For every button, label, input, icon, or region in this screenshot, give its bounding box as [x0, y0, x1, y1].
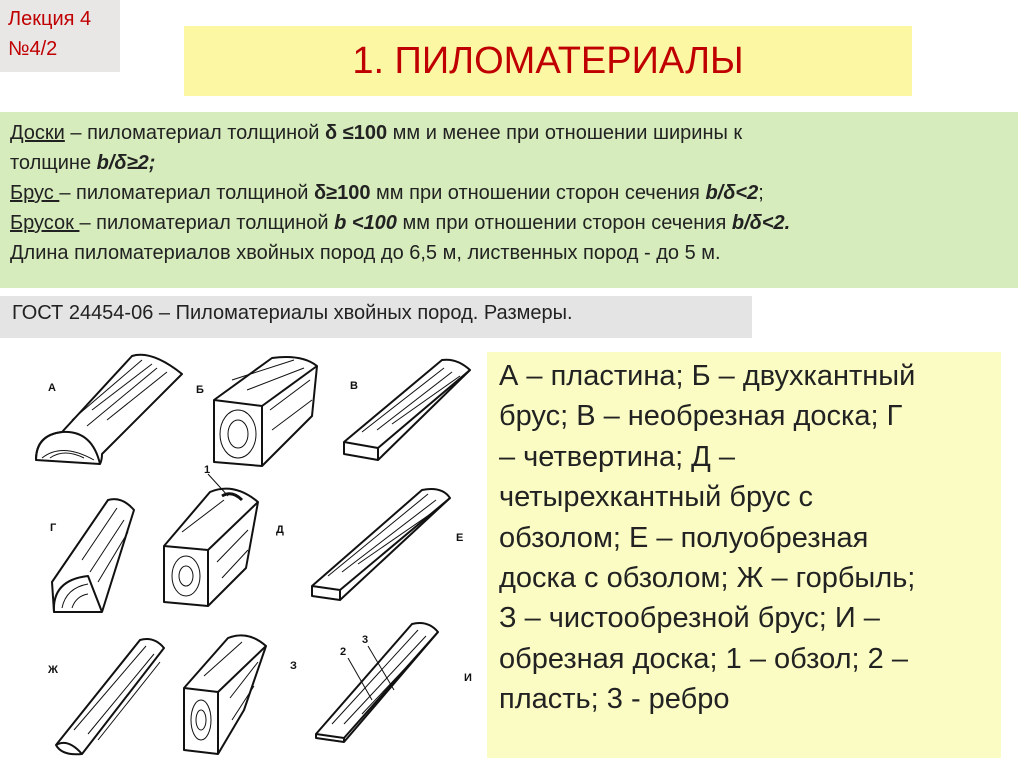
lumber-chetvertina-drawing	[52, 499, 134, 612]
lumber-chetyrekhkantny-drawing	[164, 474, 258, 606]
definition-length: Длина пиломатериалов хвойных пород до 6,5 м, лиственных пород - до 5 м.	[10, 242, 721, 264]
definition-text: – пиломатериал толщиной	[59, 182, 315, 204]
gost-reference-box	[0, 296, 752, 338]
caption-line: пласть; 3 - ребро	[499, 683, 730, 716]
caption-line: доска с обзолом; Ж – горбыль;	[499, 562, 916, 595]
label-a: А	[48, 382, 56, 394]
caption-line: брус; В – необрезная доска; Г	[499, 400, 903, 433]
definition-text: мм при отношении сторон сечения	[370, 182, 706, 204]
lumber-obreznaya-drawing	[316, 623, 438, 742]
label-v: В	[350, 380, 358, 392]
figure-caption-box	[487, 352, 1001, 758]
ratio-symbol: b/δ<2.	[731, 212, 791, 234]
definition-text: толщине	[10, 152, 97, 174]
slide-title-box	[184, 26, 912, 96]
label-e: Е	[456, 532, 464, 544]
label-3-rebro: 3	[362, 634, 369, 646]
term-brus: Брус	[10, 182, 60, 204]
label-d: Д	[276, 524, 284, 536]
lecture-section-label: №4/2	[8, 38, 58, 60]
gost-reference: ГОСТ 24454-06 – Пиломатериалы хвойных пород. Размеры.	[12, 302, 573, 324]
definition-text: мм и менее при отношении ширины к	[387, 122, 743, 144]
label-g: Г	[50, 522, 57, 534]
definition-doski-cont	[10, 148, 1018, 178]
lumber-types-figure	[32, 350, 480, 765]
lecture-number-badge	[0, 0, 120, 72]
definition-text: ;	[758, 182, 764, 204]
label-1-obzol: 1	[204, 464, 211, 476]
term-brusok: Брусок	[10, 212, 80, 234]
thickness-symbol: δ ≤100	[325, 122, 388, 144]
caption-line: – четвертина; Д –	[499, 440, 736, 473]
lecture-label: Лекция 4	[8, 8, 92, 30]
label-b: Б	[196, 384, 204, 396]
label-i: И	[464, 672, 472, 684]
lumber-poluobreznaya-drawing	[312, 489, 450, 600]
definition-brusok	[10, 208, 1018, 238]
lumber-dvukhkantny-drawing	[214, 357, 317, 466]
caption-line: А – пластина; Б – двухкантный	[499, 360, 916, 392]
label-zh: Ж	[48, 664, 58, 676]
caption-line: обрезная доска; 1 – обзол; 2 –	[499, 642, 908, 675]
ratio-symbol: b/δ<2	[705, 182, 759, 204]
definition-doski	[10, 118, 1018, 148]
definitions-box	[0, 112, 1018, 288]
lumber-plastina-drawing	[36, 355, 182, 464]
caption-line: обзолом; Е – полуобрезная	[499, 521, 869, 554]
lumber-neobreznaya-drawing	[344, 360, 470, 460]
label-2-plast: 2	[340, 646, 347, 658]
term-doski: Доски	[10, 122, 65, 144]
definition-brus	[10, 178, 1018, 208]
thickness-symbol: b <100	[334, 212, 397, 234]
lumber-chistoobreznoy-drawing	[184, 635, 266, 754]
definition-text: – пиломатериал толщиной	[64, 122, 326, 144]
caption-line: четырехкантный брус с	[499, 481, 814, 514]
caption-line: З – чистообрезной брус; И –	[499, 602, 880, 635]
thickness-symbol: δ≥100	[314, 182, 371, 204]
label-z: З	[290, 660, 297, 672]
lumber-illustration	[32, 350, 480, 765]
lumber-gorbyl-drawing	[56, 639, 164, 754]
definition-text: мм при отношении сторон сечения	[396, 212, 732, 234]
slide-title: 1. ПИЛОМАТЕРИАЛЫ	[352, 39, 744, 82]
definition-text: – пиломатериал толщиной	[79, 212, 335, 234]
ratio-symbol: b/δ≥2;	[96, 152, 156, 174]
